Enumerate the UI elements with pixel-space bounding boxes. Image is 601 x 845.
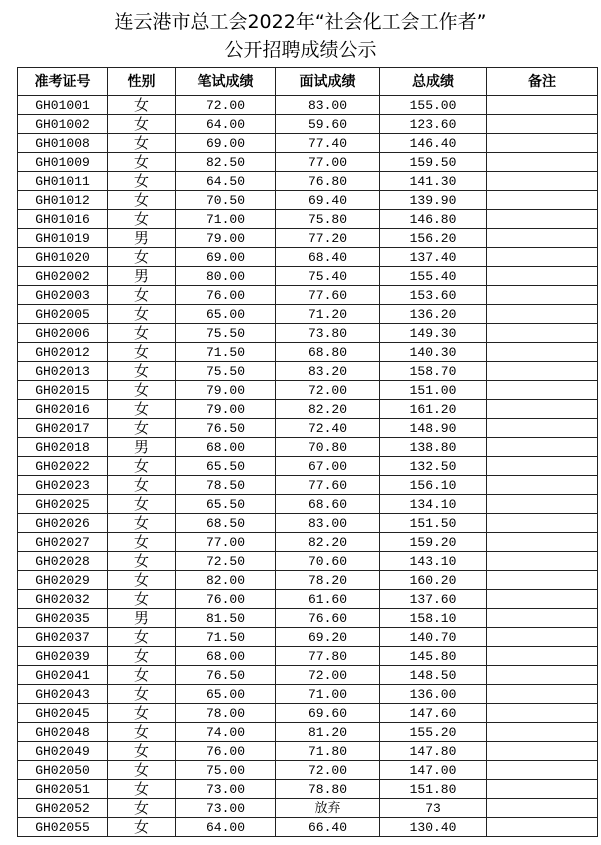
- cell-total-score: 140.70: [380, 628, 487, 647]
- cell-written-score: 65.00: [176, 685, 276, 704]
- header-interview-score: 面试成绩: [276, 68, 380, 96]
- score-table: [17, 67, 598, 837]
- cell-gender: 女: [108, 400, 176, 419]
- cell-remark: [487, 799, 598, 818]
- cell-exam-id: GH01020: [18, 248, 108, 267]
- cell-remark: [487, 495, 598, 514]
- cell-remark: [487, 666, 598, 685]
- header-total-score: 总成绩: [380, 68, 487, 96]
- cell-total-score: 130.40: [380, 818, 487, 837]
- cell-total-score: 155.00: [380, 96, 487, 115]
- cell-written-score: 71.00: [176, 210, 276, 229]
- cell-exam-id: GH02051: [18, 780, 108, 799]
- cell-exam-id: GH02005: [18, 305, 108, 324]
- cell-interview-score: 82.20: [276, 533, 380, 552]
- cell-remark: [487, 457, 598, 476]
- cell-gender: 女: [108, 685, 176, 704]
- cell-interview-score: 68.40: [276, 248, 380, 267]
- cell-interview-score: 68.60: [276, 495, 380, 514]
- cell-gender: 女: [108, 153, 176, 172]
- cell-exam-id: GH02037: [18, 628, 108, 647]
- cell-remark: [487, 134, 598, 153]
- cell-exam-id: GH02022: [18, 457, 108, 476]
- cell-total-score: 158.10: [380, 609, 487, 628]
- cell-written-score: 69.00: [176, 134, 276, 153]
- cell-total-score: 151.80: [380, 780, 487, 799]
- cell-written-score: 68.00: [176, 438, 276, 457]
- title-line-1: 连云港市总工会2022年“社会化工会工作者”: [114, 11, 487, 33]
- cell-total-score: 159.50: [380, 153, 487, 172]
- cell-interview-score: 77.20: [276, 229, 380, 248]
- cell-remark: [487, 704, 598, 723]
- cell-remark: [487, 400, 598, 419]
- cell-total-score: 145.80: [380, 647, 487, 666]
- cell-remark: [487, 153, 598, 172]
- cell-written-score: 78.00: [176, 704, 276, 723]
- cell-exam-id: GH02003: [18, 286, 108, 305]
- cell-interview-score: 73.80: [276, 324, 380, 343]
- cell-interview-score: 71.00: [276, 685, 380, 704]
- cell-written-score: 70.50: [176, 191, 276, 210]
- cell-remark: [487, 818, 598, 837]
- cell-remark: [487, 229, 598, 248]
- cell-gender: 男: [108, 609, 176, 628]
- cell-gender: 女: [108, 704, 176, 723]
- cell-remark: [487, 552, 598, 571]
- cell-gender: 女: [108, 647, 176, 666]
- cell-exam-id: GH02049: [18, 742, 108, 761]
- header-exam-id: 准考证号: [18, 68, 108, 96]
- cell-gender: 女: [108, 495, 176, 514]
- cell-gender: 男: [108, 267, 176, 286]
- cell-written-score: 78.50: [176, 476, 276, 495]
- cell-total-score: 153.60: [380, 286, 487, 305]
- cell-gender: 女: [108, 305, 176, 324]
- cell-interview-score: 75.40: [276, 267, 380, 286]
- cell-remark: [487, 96, 598, 115]
- cell-total-score: 73: [380, 799, 487, 818]
- cell-exam-id: GH02012: [18, 343, 108, 362]
- cell-interview-score: 78.20: [276, 571, 380, 590]
- cell-exam-id: GH02026: [18, 514, 108, 533]
- cell-interview-score: 77.60: [276, 286, 380, 305]
- cell-interview-score: 66.40: [276, 818, 380, 837]
- cell-exam-id: GH01009: [18, 153, 108, 172]
- cell-written-score: 79.00: [176, 400, 276, 419]
- cell-remark: [487, 571, 598, 590]
- cell-remark: [487, 590, 598, 609]
- cell-gender: 女: [108, 96, 176, 115]
- cell-gender: 女: [108, 476, 176, 495]
- cell-total-score: 158.70: [380, 362, 487, 381]
- cell-interview-score: 69.20: [276, 628, 380, 647]
- cell-exam-id: GH01011: [18, 172, 108, 191]
- cell-gender: 女: [108, 286, 176, 305]
- cell-interview-score: 76.80: [276, 172, 380, 191]
- cell-written-score: 73.00: [176, 799, 276, 818]
- cell-exam-id: GH01016: [18, 210, 108, 229]
- cell-exam-id: GH02027: [18, 533, 108, 552]
- cell-total-score: 134.10: [380, 495, 487, 514]
- cell-written-score: 79.00: [176, 381, 276, 400]
- cell-gender: 女: [108, 571, 176, 590]
- cell-gender: 女: [108, 381, 176, 400]
- cell-written-score: 73.00: [176, 780, 276, 799]
- cell-interview-score: 71.20: [276, 305, 380, 324]
- cell-exam-id: GH02029: [18, 571, 108, 590]
- cell-exam-id: GH01019: [18, 229, 108, 248]
- cell-remark: [487, 780, 598, 799]
- cell-gender: 女: [108, 666, 176, 685]
- cell-written-score: 64.50: [176, 172, 276, 191]
- cell-remark: [487, 210, 598, 229]
- cell-remark: [487, 476, 598, 495]
- cell-gender: 男: [108, 438, 176, 457]
- cell-remark: [487, 286, 598, 305]
- cell-interview-score: 83.20: [276, 362, 380, 381]
- cell-exam-id: GH01002: [18, 115, 108, 134]
- cell-written-score: 82.50: [176, 153, 276, 172]
- cell-remark: [487, 419, 598, 438]
- cell-remark: [487, 172, 598, 191]
- cell-total-score: 139.90: [380, 191, 487, 210]
- cell-written-score: 82.00: [176, 571, 276, 590]
- cell-exam-id: GH02006: [18, 324, 108, 343]
- cell-interview-score: 61.60: [276, 590, 380, 609]
- cell-exam-id: GH02018: [18, 438, 108, 457]
- cell-exam-id: GH02023: [18, 476, 108, 495]
- cell-gender: 女: [108, 533, 176, 552]
- document-title: [0, 8, 601, 64]
- cell-interview-score: 77.40: [276, 134, 380, 153]
- cell-remark: [487, 628, 598, 647]
- cell-written-score: 75.50: [176, 362, 276, 381]
- cell-exam-id: GH02045: [18, 704, 108, 723]
- cell-interview-score: 81.20: [276, 723, 380, 742]
- cell-exam-id: GH02032: [18, 590, 108, 609]
- cell-interview-score: 83.00: [276, 96, 380, 115]
- header-written-score: 笔试成绩: [176, 68, 276, 96]
- cell-gender: 女: [108, 818, 176, 837]
- cell-remark: [487, 343, 598, 362]
- cell-exam-id: GH01008: [18, 134, 108, 153]
- cell-gender: 女: [108, 210, 176, 229]
- cell-interview-score: 68.80: [276, 343, 380, 362]
- cell-exam-id: GH01001: [18, 96, 108, 115]
- cell-interview-score: 77.80: [276, 647, 380, 666]
- cell-exam-id: GH02050: [18, 761, 108, 780]
- cell-remark: [487, 647, 598, 666]
- cell-total-score: 151.00: [380, 381, 487, 400]
- cell-interview-score: 72.00: [276, 381, 380, 400]
- cell-total-score: 149.30: [380, 324, 487, 343]
- cell-total-score: 136.00: [380, 685, 487, 704]
- cell-total-score: 123.60: [380, 115, 487, 134]
- cell-written-score: 80.00: [176, 267, 276, 286]
- cell-remark: [487, 609, 598, 628]
- header-gender: 性别: [108, 68, 176, 96]
- cell-exam-id: GH02043: [18, 685, 108, 704]
- cell-interview-score: 76.60: [276, 609, 380, 628]
- cell-written-score: 65.50: [176, 495, 276, 514]
- cell-exam-id: GH02002: [18, 267, 108, 286]
- cell-exam-id: GH02052: [18, 799, 108, 818]
- cell-interview-score: 77.60: [276, 476, 380, 495]
- cell-gender: 女: [108, 799, 176, 818]
- cell-remark: [487, 514, 598, 533]
- cell-total-score: 161.20: [380, 400, 487, 419]
- cell-gender: 女: [108, 514, 176, 533]
- cell-remark: [487, 381, 598, 400]
- cell-interview-score: 75.80: [276, 210, 380, 229]
- cell-remark: [487, 761, 598, 780]
- cell-gender: 女: [108, 343, 176, 362]
- cell-written-score: 64.00: [176, 115, 276, 134]
- cell-written-score: 76.00: [176, 286, 276, 305]
- cell-gender: 女: [108, 552, 176, 571]
- cell-written-score: 75.00: [176, 761, 276, 780]
- cell-exam-id: GH02048: [18, 723, 108, 742]
- cell-written-score: 68.50: [176, 514, 276, 533]
- cell-total-score: 151.50: [380, 514, 487, 533]
- cell-interview-score: 放弃: [276, 799, 380, 818]
- cell-exam-id: GH02025: [18, 495, 108, 514]
- cell-total-score: 140.30: [380, 343, 487, 362]
- cell-remark: [487, 115, 598, 134]
- cell-total-score: 137.40: [380, 248, 487, 267]
- cell-gender: 女: [108, 780, 176, 799]
- cell-exam-id: GH02016: [18, 400, 108, 419]
- cell-written-score: 64.00: [176, 818, 276, 837]
- cell-interview-score: 59.60: [276, 115, 380, 134]
- cell-interview-score: 70.80: [276, 438, 380, 457]
- cell-exam-id: GH02041: [18, 666, 108, 685]
- cell-total-score: 148.50: [380, 666, 487, 685]
- cell-interview-score: 67.00: [276, 457, 380, 476]
- cell-gender: 女: [108, 590, 176, 609]
- cell-exam-id: GH02017: [18, 419, 108, 438]
- cell-interview-score: 72.40: [276, 419, 380, 438]
- cell-written-score: 75.50: [176, 324, 276, 343]
- cell-total-score: 141.30: [380, 172, 487, 191]
- cell-exam-id: GH02035: [18, 609, 108, 628]
- cell-total-score: 136.20: [380, 305, 487, 324]
- cell-gender: 女: [108, 248, 176, 267]
- cell-written-score: 65.50: [176, 457, 276, 476]
- cell-gender: 女: [108, 742, 176, 761]
- cell-interview-score: 82.20: [276, 400, 380, 419]
- cell-exam-id: GH02055: [18, 818, 108, 837]
- cell-gender: 女: [108, 191, 176, 210]
- cell-gender: 女: [108, 761, 176, 780]
- cell-total-score: 147.00: [380, 761, 487, 780]
- cell-total-score: 146.40: [380, 134, 487, 153]
- cell-interview-score: 83.00: [276, 514, 380, 533]
- cell-interview-score: 78.80: [276, 780, 380, 799]
- cell-written-score: 76.50: [176, 419, 276, 438]
- cell-total-score: 155.20: [380, 723, 487, 742]
- cell-interview-score: 72.00: [276, 666, 380, 685]
- cell-gender: 女: [108, 134, 176, 153]
- cell-written-score: 79.00: [176, 229, 276, 248]
- cell-remark: [487, 438, 598, 457]
- cell-remark: [487, 324, 598, 343]
- cell-remark: [487, 248, 598, 267]
- cell-total-score: 160.20: [380, 571, 487, 590]
- cell-remark: [487, 533, 598, 552]
- cell-gender: 女: [108, 172, 176, 191]
- cell-total-score: 159.20: [380, 533, 487, 552]
- cell-total-score: 148.90: [380, 419, 487, 438]
- cell-remark: [487, 191, 598, 210]
- header-remark: 备注: [487, 68, 598, 96]
- cell-remark: [487, 723, 598, 742]
- cell-written-score: 65.00: [176, 305, 276, 324]
- cell-exam-id: GH01012: [18, 191, 108, 210]
- title-line-2: 公开招聘成绩公示: [224, 39, 377, 61]
- cell-gender: 女: [108, 457, 176, 476]
- cell-gender: 女: [108, 723, 176, 742]
- cell-remark: [487, 267, 598, 286]
- cell-gender: 女: [108, 324, 176, 343]
- cell-interview-score: 71.80: [276, 742, 380, 761]
- cell-written-score: 77.00: [176, 533, 276, 552]
- cell-written-score: 71.50: [176, 628, 276, 647]
- cell-written-score: 81.50: [176, 609, 276, 628]
- cell-written-score: 76.00: [176, 590, 276, 609]
- cell-exam-id: GH02039: [18, 647, 108, 666]
- cell-total-score: 155.40: [380, 267, 487, 286]
- cell-total-score: 137.60: [380, 590, 487, 609]
- cell-written-score: 76.50: [176, 666, 276, 685]
- cell-gender: 女: [108, 362, 176, 381]
- cell-exam-id: GH02013: [18, 362, 108, 381]
- cell-gender: 男: [108, 229, 176, 248]
- cell-total-score: 143.10: [380, 552, 487, 571]
- cell-interview-score: 77.00: [276, 153, 380, 172]
- cell-total-score: 147.80: [380, 742, 487, 761]
- cell-remark: [487, 742, 598, 761]
- cell-total-score: 147.60: [380, 704, 487, 723]
- cell-total-score: 146.80: [380, 210, 487, 229]
- cell-exam-id: GH02028: [18, 552, 108, 571]
- cell-written-score: 72.00: [176, 96, 276, 115]
- cell-remark: [487, 305, 598, 324]
- cell-interview-score: 69.40: [276, 191, 380, 210]
- cell-total-score: 138.80: [380, 438, 487, 457]
- cell-written-score: 72.50: [176, 552, 276, 571]
- cell-remark: [487, 362, 598, 381]
- cell-written-score: 71.50: [176, 343, 276, 362]
- cell-written-score: 76.00: [176, 742, 276, 761]
- cell-gender: 女: [108, 115, 176, 134]
- cell-remark: [487, 685, 598, 704]
- cell-gender: 女: [108, 419, 176, 438]
- cell-gender: 女: [108, 628, 176, 647]
- cell-exam-id: GH02015: [18, 381, 108, 400]
- cell-written-score: 74.00: [176, 723, 276, 742]
- cell-total-score: 132.50: [380, 457, 487, 476]
- cell-total-score: 156.20: [380, 229, 487, 248]
- cell-total-score: 156.10: [380, 476, 487, 495]
- cell-interview-score: 70.60: [276, 552, 380, 571]
- cell-interview-score: 72.00: [276, 761, 380, 780]
- cell-written-score: 69.00: [176, 248, 276, 267]
- cell-interview-score: 69.60: [276, 704, 380, 723]
- cell-written-score: 68.00: [176, 647, 276, 666]
